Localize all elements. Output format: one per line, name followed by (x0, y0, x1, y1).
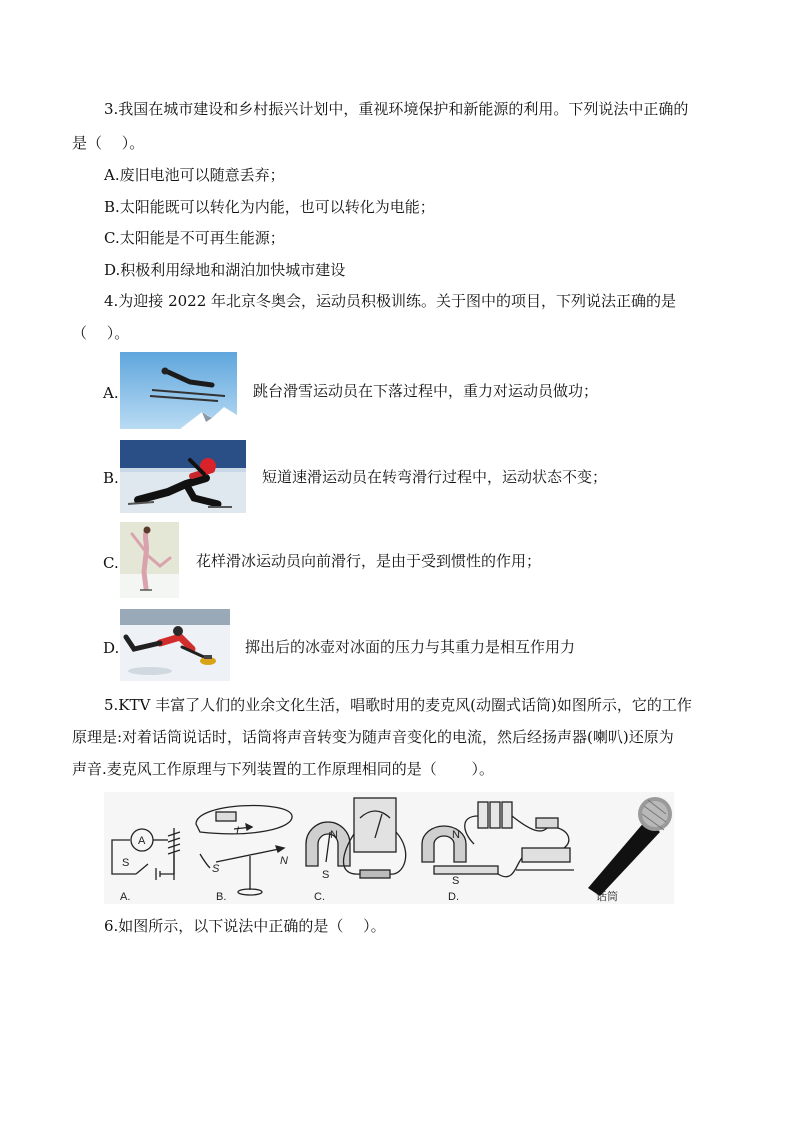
q3-option-c: C.太阳能是不可再生能源； (104, 229, 285, 247)
fig-label-mic: 话筒 (596, 891, 618, 903)
q4-option-b-text: 短道速滑运动员在转弯滑行过程中，运动状态不变； (262, 468, 608, 486)
fig-label-d-s: S (452, 875, 460, 887)
q4-stem-line1: 4.为迎接 2022 年北京冬奥会，运动员积极训练。关于图中的项目，下列说法正确的是 (104, 292, 677, 310)
q4-option-d-text: 掷出后的冰壶对冰面的压力与其重力是相互作用力 (245, 638, 576, 656)
q5-stem-line3: 声音.麦克风工作原理与下列装置的工作原理相同的是（ ）。 (72, 760, 495, 778)
fig-label-b-s: S (212, 863, 220, 875)
fig-label-b-n: N (280, 855, 288, 867)
fig-label-c-n: N (330, 829, 338, 841)
ski-jump-photo (120, 352, 237, 429)
q4-option-a-letter: A. (103, 384, 119, 402)
q5-figure (104, 792, 674, 904)
fig-label-a: A. (120, 891, 131, 903)
q5-stem-line2: 原理是:对着话筒说话时，话筒将声音转变为随声音变化的电流，然后经扬声器(喇叭)还原为 (72, 728, 674, 746)
q4-option-c-text: 花样滑冰运动员向前滑行，是由于受到惯性的作用； (196, 552, 542, 570)
q3-option-d: D.积极利用绿地和湖泊加快城市建设 (104, 261, 346, 279)
fig-label-current: I (236, 825, 240, 837)
fig-label-d: D. (448, 891, 459, 903)
q4-stem-line2: （ ）。 (72, 324, 130, 342)
q3-stem-line2: 是（ ）。 (72, 134, 145, 152)
q3-option-a: A.废旧电池可以随意丢弃； (104, 166, 285, 184)
fig-label-c-s: S (322, 869, 330, 881)
fig-label-ammeter: A (138, 835, 146, 847)
curling-photo (120, 609, 230, 681)
figure-skating-photo (120, 522, 179, 598)
q5-stem-line1: 5.KTV 丰富了人们的业余文化生活，唱歌时用的麦克风(动圈式话筒)如图所示，它的工作 (104, 696, 692, 714)
speed-skating-photo (120, 440, 246, 513)
q4-option-c-letter: C. (103, 554, 119, 572)
q4-option-d-letter: D. (103, 639, 120, 657)
fig-label-switch: S (122, 857, 130, 869)
q3-option-b: B.太阳能既可以转化为内能，也可以转化为电能； (104, 198, 435, 216)
q4-option-b-letter: B. (103, 469, 119, 487)
q3-stem-line1: 3.我国在城市建设和乡村振兴计划中，重视环境保护和新能源的利用。下列说法中正确的 (104, 100, 689, 118)
q6-stem: 6.如图所示，以下说法中正确的是（ ）。 (104, 917, 386, 935)
q4-option-a-text: 跳台滑雪运动员在下落过程中，重力对运动员做功； (253, 382, 599, 400)
fig-label-b: B. (216, 891, 227, 903)
fig-label-d-n: N (452, 829, 460, 841)
fig-label-c: C. (314, 891, 325, 903)
